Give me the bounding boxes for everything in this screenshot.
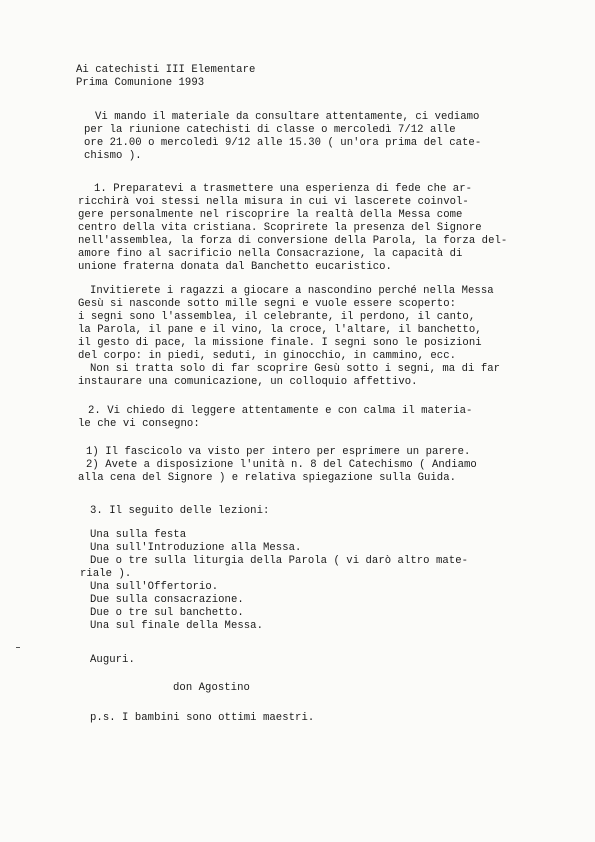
point2-item-1: 1) Il fascicolo va visto per intero per esprimere un parere. [86,446,471,458]
point2-item-2: 2) Avete a disposizione l'unità n. 8 del Catechismo ( Andiamo [86,459,477,471]
point1b-line-4: la Parola, il pane e il vino, la croce, l'altare, il banchetto, [78,324,482,336]
point3-item-3: Due o tre sulla liturgia della Parola ( vi darò altro mate- [90,555,469,567]
point3-heading: 3. Il seguito delle lezioni: [90,505,270,517]
point1-line-3: gere personalmente nel riscoprire la realtà della Messa come [78,209,463,221]
point3-item-1: Una sulla festa [90,529,187,541]
point2-line-1: 2. Vi chiedo di leggere attentamente e con calma il materia- [88,405,473,417]
postscript: p.s. I bambini sono ottimi maestri. [90,712,315,724]
point1-line-1: 1. Preparatevi a trasmettere una esperienza di fede che ar- [94,183,473,195]
point1-line-6: amore fino al sacrificio nella Consacrazione, la capacità di [78,248,463,260]
point1b-line-7: Non si tratta solo di far scoprire Gesù sotto i segni, ma di far [90,363,501,375]
point1-line-4: centro della vita cristiana. Scoprirete la presenza del Signore [78,222,482,234]
point1b-line-1: Invitierete i ragazzi a giocare a nascondino perché nella Messa [90,285,494,297]
intro-line-4: chismo ). [84,150,142,162]
point3-item-7: Una sul finale della Messa. [90,620,263,632]
signature: don Agostino [173,682,250,694]
closing-greeting: Auguri. [90,654,135,666]
point1b-line-3: i segni sono l'assemblea, il celebrante, il perdono, il canto, [78,311,476,323]
point3-item-5: Due sulla consacrazione. [90,594,244,606]
point3-item-2: Una sull'Introduzione alla Messa. [90,542,302,554]
intro-line-2: per la riunione catechisti di classe o mercoledì 7/12 alle [84,124,456,136]
point1b-line-8: instaurare una comunicazione, un colloquio affettivo. [78,376,418,388]
point1-line-5: nell'assemblea, la forza di conversione della Parola, la forza del- [78,235,508,247]
point1b-line-6: del corpo: in piedi, seduti, in ginocchio, in cammino, ecc. [78,350,457,362]
margin-mark [16,647,20,648]
intro-line-3: ore 21.00 o mercoledì 9/12 alle 15.30 ( un'ora prima del cate- [84,137,482,149]
point1b-line-5: il gesto di pace, la missione finale. I segni sono le posizioni [78,337,482,349]
intro-line-1: Vi mando il materiale da consultare attentamente, ci vediamo [95,111,480,123]
point3-item-6: Due o tre sul banchetto. [90,607,244,619]
point1-line-7: unione fraterna donata dal Banchetto eucaristico. [78,261,392,273]
point3-item-3-cont: riale ). [80,568,132,580]
point2-line-2: le che vi consegno: [78,418,200,430]
point1-line-2: ricchirà voi stessi nella misura in cui vi lascerete coinvol- [78,196,469,208]
point1b-line-2: Gesù si nasconde sotto mille segni e vuole essere scoperto: [78,298,457,310]
header-line-2: Prima Comunione 1993 [76,77,205,89]
point3-item-4: Una sull'Offertorio. [90,581,219,593]
point2-item-2-cont: alla cena del Signore ) e relativa spiegazione sulla Guida. [78,472,457,484]
header-line-1: Ai catechisti III Elementare [76,64,256,76]
